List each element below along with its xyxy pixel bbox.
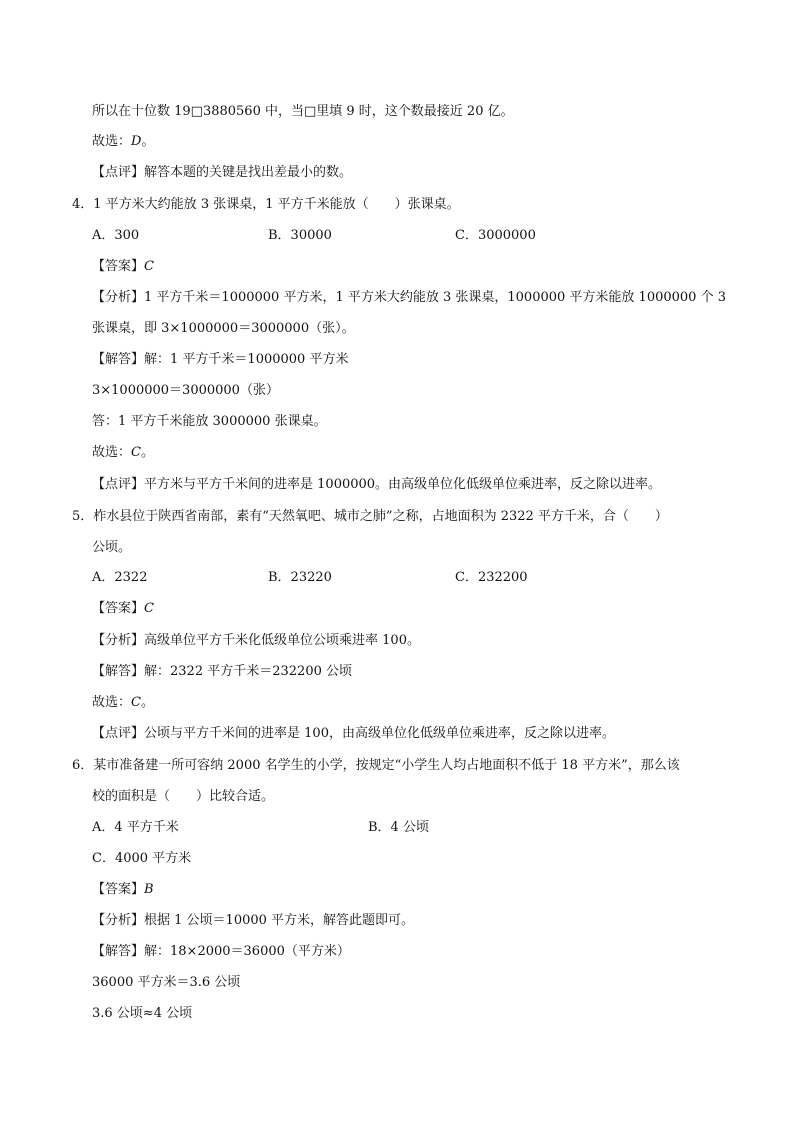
q6-question — [72, 756, 680, 776]
q5-analysis-tag: 【分析】 — [92, 633, 145, 648]
q4-option-b: B．30000 — [268, 228, 332, 243]
q6-solution-line3: 3.6 公顷≈4 公顷 — [92, 1006, 193, 1021]
q3-choice — [92, 132, 154, 152]
q5-option-a: A．2322 — [92, 570, 148, 585]
q6-solution-line1: 解：18×2000＝36000（平方米） — [144, 944, 350, 959]
q5-number: 5． — [72, 509, 94, 524]
q4-analysis-tag: 【分析】 — [92, 290, 145, 305]
q5-choice-prefix: 故选： — [92, 695, 132, 710]
q3-choice-prefix: 故选： — [92, 134, 132, 149]
q5-choice — [92, 693, 154, 713]
q5-analysis-line1: 高级单位平方千米化低级单位公顷乘进率 100。 — [144, 633, 420, 648]
q4-answer — [92, 257, 154, 277]
q3-comment-text: 解答本题的关键是找出差最小的数。 — [144, 165, 353, 180]
q4-analysis — [92, 288, 726, 308]
q4-answer-tag: 【答案】 — [92, 259, 145, 274]
q5-option-b: B．23220 — [268, 570, 332, 585]
q6-solution-line2: 36000 平方米＝3.6 公顷 — [92, 975, 241, 990]
q4-choice — [92, 443, 154, 463]
q6-answer-tag: 【答案】 — [92, 882, 145, 897]
q5-option-c: C．232200 — [455, 570, 528, 585]
q6-option-a: A．4 平方千米 — [92, 820, 179, 835]
q5-question-line2: 公顷。 — [92, 540, 132, 555]
q6-number: 6． — [72, 758, 94, 773]
q5-analysis — [92, 631, 420, 651]
q5-solution-line1: 解：2322 平方千米＝232200 公顷 — [144, 664, 352, 679]
q3-choice-suffix: 。 — [141, 134, 155, 149]
q4-solution-line2: 3×1000000＝3000000（张） — [92, 383, 279, 398]
q6-option-b: B．4 公顷 — [368, 820, 429, 835]
q5-answer — [92, 599, 154, 619]
q6-question-line2: 校的面积是（ ）比较合适。 — [92, 789, 275, 804]
q6-answer-value: B — [144, 882, 154, 897]
q5-question — [72, 507, 668, 527]
q4-comment-text: 平方米与平方千米间的进率是 1000000。由高级单位化低级单位乘进率，反之除以进率。 — [144, 477, 662, 492]
q4-solution-tag: 【解答】 — [92, 352, 145, 367]
q4-number: 4． — [72, 197, 94, 212]
q6-analysis-tag: 【分析】 — [92, 913, 145, 928]
q6-analysis-line1: 根据 1 公顷＝10000 平方米，解答此题即可。 — [144, 913, 415, 928]
q5-choice-letter: C — [131, 695, 141, 710]
q3-comment — [92, 163, 352, 183]
q4-solution-line3: 答：1 平方千米能放 3000000 张课桌。 — [92, 414, 327, 429]
q3-comment-tag: 【点评】 — [92, 165, 145, 180]
q4-choice-prefix: 故选： — [92, 445, 132, 460]
q5-comment — [92, 724, 615, 744]
q4-comment — [92, 475, 661, 495]
q4-analysis-line2: 张课桌，即 3×1000000＝3000000（张）。 — [92, 321, 355, 336]
q4-comment-tag: 【点评】 — [92, 477, 145, 492]
q4-option-a: A．300 — [92, 228, 140, 243]
q5-solution-tag: 【解答】 — [92, 664, 145, 679]
q5-answer-value: C — [144, 601, 154, 616]
q4-question-text: 1 平方米大约能放 3 张课桌，1 平方千米能放（ ）张课桌。 — [93, 197, 460, 212]
q4-option-c: C．3000000 — [455, 228, 536, 243]
q4-answer-value: C — [144, 259, 154, 274]
q4-choice-letter: C — [131, 445, 141, 460]
q6-answer — [92, 880, 154, 900]
q5-comment-text: 公顷与平方千米间的进率是 100，由高级单位化低级单位乘进率，反之除以进率。 — [144, 726, 615, 741]
q3-choice-letter: D — [131, 134, 142, 149]
q4-analysis-line1: 1 平方千米＝1000000 平方米，1 平方米大约能放 3 张课桌，1000000 平方米能放 1000000 个 3 — [144, 290, 726, 305]
q4-choice-suffix: 。 — [140, 445, 154, 460]
q4-solution-line1: 解：1 平方千米＝1000000 平方米 — [144, 352, 349, 367]
q5-solution — [92, 662, 352, 682]
q6-option-c: C．4000 平方米 — [92, 851, 192, 866]
q6-question-line1: 某市准备建一所可容纳 2000 名学生的小学，按规定“小学生人均占地面积不低于 18 平方米”，那么该 — [93, 758, 680, 773]
q5-choice-suffix: 。 — [140, 695, 154, 710]
q5-answer-tag: 【答案】 — [92, 601, 145, 616]
q6-analysis — [92, 911, 414, 931]
q4-solution — [92, 350, 348, 370]
q6-solution-tag: 【解答】 — [92, 944, 145, 959]
q5-question-line1: 柞水县位于陕西省南部，素有“天然氧吧、城市之肺”之称，占地面积为 2322 平方千米，合（ ） — [93, 509, 668, 524]
q6-solution — [92, 942, 350, 962]
q5-comment-tag: 【点评】 — [92, 726, 145, 741]
q3-conclusion: 所以在十位数 19□3880560 中，当□里填 9 时，这个数最接近 20 亿。 — [92, 104, 514, 119]
q4-question — [72, 195, 460, 215]
